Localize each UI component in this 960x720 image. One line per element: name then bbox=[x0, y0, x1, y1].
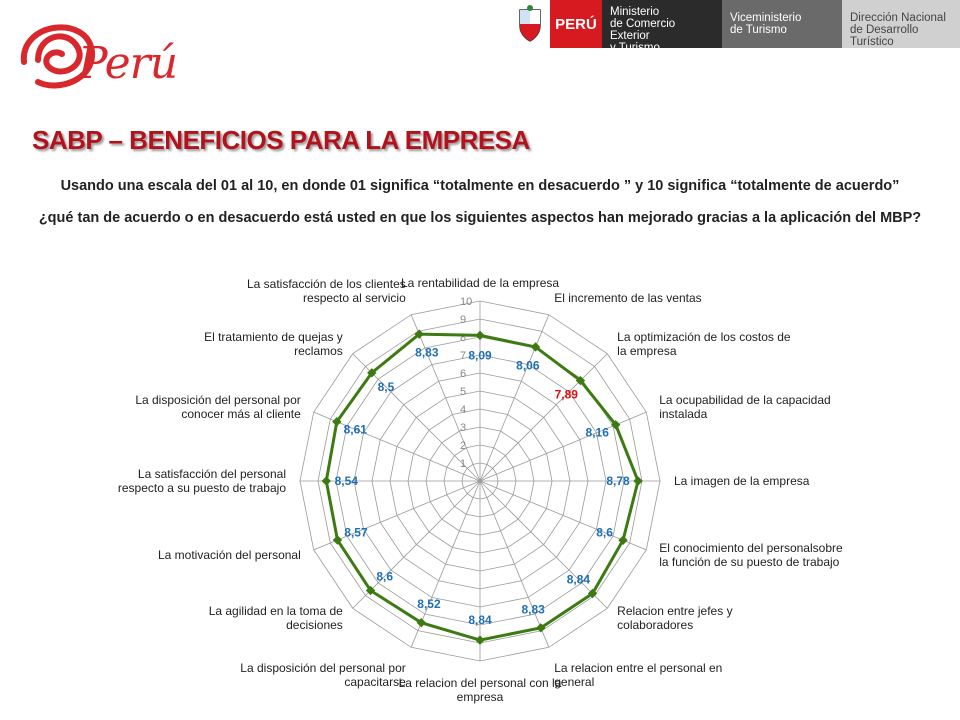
category-label bbox=[204, 330, 343, 358]
tick-label: 2 bbox=[460, 440, 467, 452]
grid-spoke bbox=[480, 354, 607, 481]
category-label bbox=[674, 474, 810, 488]
tick-label: 4 bbox=[460, 404, 467, 416]
category-label-line: El conocimiento del personalsobre bbox=[659, 541, 843, 556]
category-label bbox=[617, 604, 732, 632]
data-label: 8,61 bbox=[343, 422, 367, 437]
data-label: 8,5 bbox=[377, 379, 395, 394]
data-label: 8,57 bbox=[344, 525, 368, 540]
gov-ministry-line: de Comercio Exterior bbox=[610, 18, 676, 42]
gov-ministry-line: y Turismo bbox=[610, 42, 660, 54]
category-label-line: La optimización de los costos de bbox=[617, 329, 791, 344]
category-label-line: La relacion del personal con la bbox=[398, 676, 562, 690]
category-label-line: La ocupabilidad de la capacidad bbox=[659, 392, 831, 407]
category-label bbox=[158, 548, 301, 562]
category-label bbox=[135, 393, 301, 421]
category-label bbox=[118, 467, 286, 495]
grid-spoke bbox=[411, 315, 480, 481]
header bbox=[0, 0, 960, 110]
gov-direction-line: de Desarrollo Turístico bbox=[850, 24, 919, 48]
category-label bbox=[554, 661, 722, 689]
data-point bbox=[634, 477, 642, 485]
category-label-line: general bbox=[554, 675, 595, 690]
tick-label: 5 bbox=[460, 386, 467, 398]
data-label: 7,89 bbox=[554, 387, 578, 402]
radar-chart bbox=[0, 260, 960, 720]
category-label bbox=[399, 676, 562, 704]
coat-of-arms-icon bbox=[510, 0, 550, 48]
data-label: 8,6 bbox=[376, 569, 394, 584]
category-label-line: conocer más al cliente bbox=[181, 406, 301, 421]
category-label-line: La rentabilidad de la empresa bbox=[400, 276, 560, 290]
data-label: 8,84 bbox=[468, 613, 492, 628]
category-label bbox=[401, 276, 559, 290]
tick-label: 10 bbox=[460, 296, 473, 308]
category-label-line: La agilidad en la toma de bbox=[208, 604, 343, 619]
data-label: 8,52 bbox=[417, 597, 441, 612]
category-label-line: reclamos bbox=[294, 343, 343, 358]
category-label-line: respecto a su puesto de trabajo bbox=[117, 481, 286, 495]
category-label-line: Relacion entre jefes y bbox=[617, 604, 733, 619]
data-point bbox=[476, 331, 484, 339]
category-label-line: La disposición del personal por bbox=[240, 661, 406, 676]
category-label bbox=[659, 393, 830, 421]
tick-label: 6 bbox=[460, 368, 467, 380]
category-label-line: decisiones bbox=[286, 618, 343, 633]
tick-label: 9 bbox=[460, 314, 467, 326]
government-banner bbox=[510, 0, 960, 54]
page-title: SABP – BENEFICIOS PARA LA EMPRESA bbox=[32, 125, 530, 155]
category-label-line: La satisfacción de los clientes bbox=[246, 276, 406, 291]
tick-label: 7 bbox=[460, 350, 467, 362]
question-text: ¿qué tan de acuerdo o en desacuerdo está usted en que los siguientes aspectos han mejorado gracias a la aplicación del MBP? bbox=[38, 210, 922, 226]
category-label-line: capacitarse bbox=[344, 675, 406, 690]
data-label: 8,09 bbox=[468, 348, 492, 363]
data-point bbox=[476, 636, 484, 644]
data-label: 8,84 bbox=[566, 572, 591, 587]
category-label-line: La disposición del personal por bbox=[135, 392, 301, 407]
category-label-line: empresa bbox=[456, 690, 504, 704]
data-label: 8,54 bbox=[334, 474, 358, 488]
category-label bbox=[247, 277, 406, 305]
logo-text: Perú bbox=[78, 38, 178, 89]
tick-label: 3 bbox=[460, 422, 467, 434]
category-label-line: La motivación del personal bbox=[158, 548, 301, 563]
data-label: 8,83 bbox=[415, 345, 439, 360]
category-label-line: la empresa bbox=[617, 343, 677, 358]
category-label bbox=[209, 604, 343, 632]
data-point bbox=[322, 477, 330, 485]
category-label-line: La relacion entre el personal en bbox=[554, 661, 723, 676]
category-label-line: respecto al servicio bbox=[303, 290, 406, 305]
peru-brand-logo bbox=[8, 10, 178, 110]
data-label: 8,16 bbox=[585, 425, 609, 440]
category-label bbox=[617, 330, 791, 358]
data-label: 8,6 bbox=[596, 525, 613, 540]
gov-direction-line: Dirección Nacional bbox=[850, 12, 946, 24]
data-label: 8,78 bbox=[606, 474, 630, 488]
gov-vice-line: Viceministerio bbox=[730, 12, 802, 24]
category-label-line: instalada bbox=[659, 406, 708, 421]
category-label-line: colaboradores bbox=[617, 618, 694, 633]
gov-direction bbox=[842, 0, 960, 48]
grid-spoke bbox=[480, 412, 646, 481]
tick-label: 1 bbox=[460, 458, 467, 470]
grid-spoke bbox=[480, 315, 549, 481]
category-label-line: El incremento de las ventas bbox=[554, 290, 702, 305]
category-label bbox=[659, 541, 843, 569]
category-label-line: La satisfacción del personal bbox=[137, 467, 286, 481]
data-label: 8,83 bbox=[521, 602, 545, 617]
category-label bbox=[554, 291, 701, 305]
category-label-line: El tratamiento de quejas y bbox=[204, 329, 343, 344]
gov-ministry-line: Ministerio bbox=[610, 6, 660, 18]
data-label: 8,06 bbox=[516, 358, 540, 373]
tick-label: 8 bbox=[460, 332, 467, 344]
gov-peru-badge: PERÚ bbox=[550, 0, 602, 48]
grid-spoke bbox=[480, 481, 607, 608]
gov-vice-line: de Turismo bbox=[730, 24, 787, 36]
gov-vice-ministry bbox=[722, 0, 842, 48]
question-scale: Usando una escala del 01 al 10, en donde 01 significa “totalmente en desacuerdo ” y 10 significa “totalmente de acuerdo” bbox=[60, 178, 900, 194]
gov-ministry bbox=[602, 0, 722, 54]
category-label bbox=[240, 661, 406, 689]
category-label-line: La imagen de la empresa bbox=[674, 474, 810, 488]
category-label-line: la función de su puesto de trabajo bbox=[659, 555, 840, 570]
